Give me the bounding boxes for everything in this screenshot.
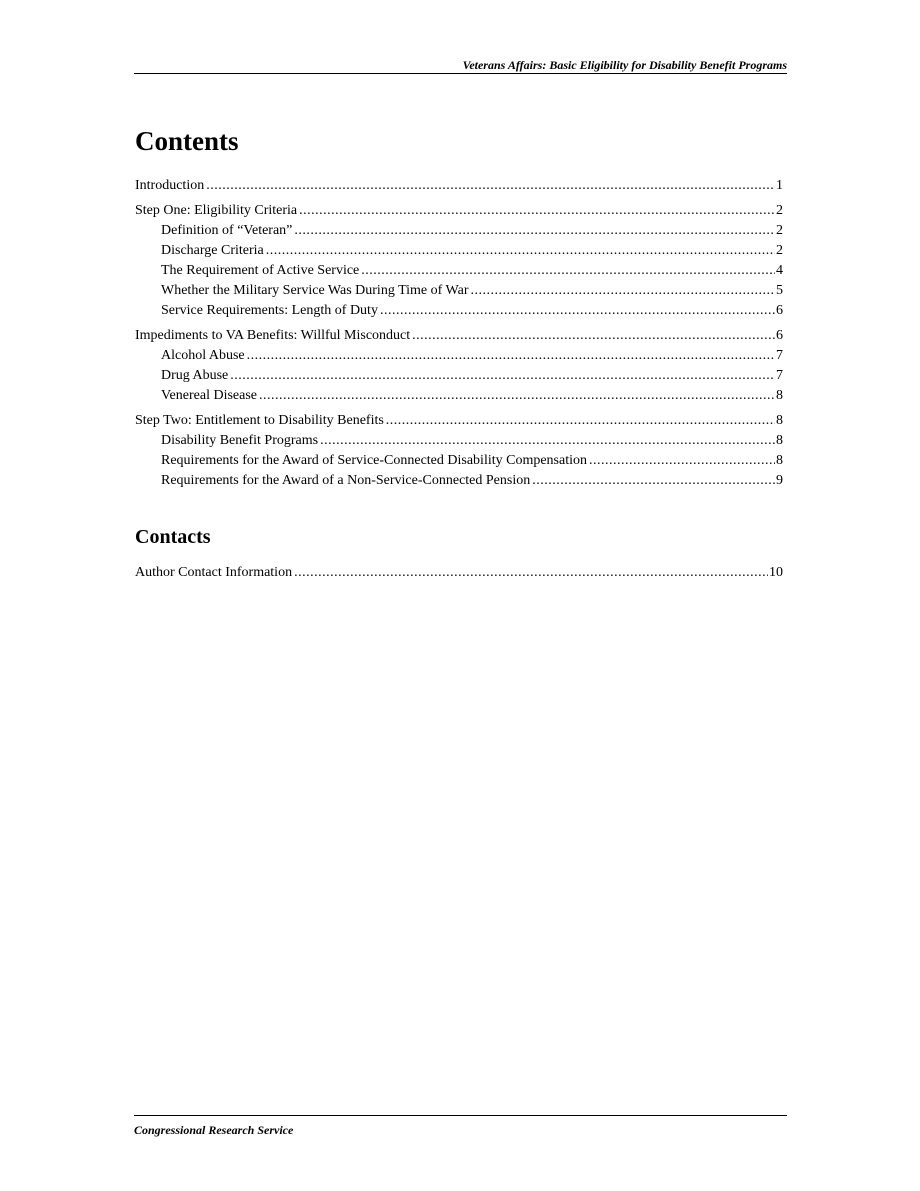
- toc-entry-page-number: 8: [776, 388, 783, 403]
- running-header: [134, 56, 787, 74]
- toc-dot-leader: [247, 346, 775, 366]
- toc-dot-leader: [361, 261, 775, 281]
- running-header-title: Veterans Affairs: Basic Eligibility for Disability Benefit Programs: [462, 58, 787, 72]
- toc-entry-page-number: 8: [776, 453, 783, 468]
- toc-entry-label: Introduction: [135, 178, 205, 193]
- toc-entry-page-number: 8: [776, 433, 783, 448]
- toc-entry-label: Author Contact Information: [135, 565, 293, 580]
- toc-entry-page-number: 9: [776, 473, 783, 488]
- toc-entry-page-number: 7: [776, 368, 783, 383]
- toc-entry-page-number: 2: [776, 243, 783, 258]
- toc-entry-page-number: 4: [776, 263, 783, 278]
- contacts-list: [135, 563, 783, 583]
- toc-entry-label: The Requirement of Active Service: [161, 263, 360, 278]
- toc-dot-leader: [230, 366, 775, 386]
- toc-entry-label: Discharge Criteria: [161, 243, 264, 258]
- footer-organization: Congressional Research Service: [134, 1123, 294, 1137]
- toc-entry[interactable]: [135, 201, 783, 221]
- toc-entry[interactable]: [135, 451, 783, 471]
- toc-entry-page-number: 1: [776, 178, 783, 193]
- toc-entry[interactable]: [135, 411, 783, 431]
- toc-entry-page-number: 7: [776, 348, 783, 363]
- toc-entry-label: Requirements for the Award of a Non-Service-Connected Pension: [161, 473, 531, 488]
- toc-entry[interactable]: [135, 326, 783, 346]
- toc-dot-leader: [380, 301, 775, 321]
- toc-entry-label: Step Two: Entitlement to Disability Benefits: [135, 413, 384, 428]
- toc-entry-label: Drug Abuse: [161, 368, 229, 383]
- toc-entry-label: Alcohol Abuse: [161, 348, 245, 363]
- toc-entry-label: Disability Benefit Programs: [161, 433, 319, 448]
- toc-entry-label: Requirements for the Award of Service-Connected Disability Compensation: [161, 453, 588, 468]
- toc-entry[interactable]: [135, 366, 783, 386]
- toc-dot-leader: [320, 431, 775, 451]
- toc-entry-page-number: 2: [776, 223, 783, 238]
- toc-entry-page-number: 2: [776, 203, 783, 218]
- page-footer: [134, 1115, 787, 1139]
- toc-dot-leader: [294, 563, 768, 583]
- toc-entry[interactable]: [135, 221, 783, 241]
- toc-entry-page-number: 5: [776, 283, 783, 298]
- toc-entry-label: Venereal Disease: [161, 388, 258, 403]
- toc-entry-page-number: 6: [776, 303, 783, 318]
- toc-dot-leader: [266, 241, 775, 261]
- toc-dot-leader: [386, 411, 775, 431]
- toc-entry-label: Whether the Military Service Was During Time of War: [161, 283, 469, 298]
- table-of-contents: [135, 176, 783, 491]
- toc-entry[interactable]: [135, 431, 783, 451]
- toc-entry-page-number: 10: [769, 565, 783, 580]
- toc-dot-leader: [294, 221, 775, 241]
- toc-entry-label: Service Requirements: Length of Duty: [161, 303, 378, 318]
- toc-dot-leader: [206, 176, 775, 196]
- toc-entry-page-number: 6: [776, 328, 783, 343]
- toc-entry[interactable]: [135, 346, 783, 366]
- toc-entry[interactable]: [135, 386, 783, 406]
- toc-entry[interactable]: [135, 176, 783, 196]
- contacts-heading: Contacts: [135, 526, 211, 548]
- toc-dot-leader: [259, 386, 775, 406]
- toc-entry-label: Impediments to VA Benefits: Willful Misconduct: [135, 328, 411, 343]
- contents-heading: Contents: [135, 126, 239, 156]
- toc-entry-page-number: 8: [776, 413, 783, 428]
- toc-dot-leader: [589, 451, 775, 471]
- toc-entry[interactable]: [135, 241, 783, 261]
- toc-entry-label: Step One: Eligibility Criteria: [135, 203, 298, 218]
- toc-entry-label: Definition of “Veteran”: [161, 223, 293, 238]
- toc-dot-leader: [299, 201, 775, 221]
- toc-entry[interactable]: [135, 281, 783, 301]
- toc-entry[interactable]: [135, 563, 783, 583]
- toc-entry[interactable]: [135, 301, 783, 321]
- toc-dot-leader: [471, 281, 775, 301]
- toc-entry[interactable]: [135, 261, 783, 281]
- toc-dot-leader: [532, 471, 775, 491]
- toc-dot-leader: [412, 326, 775, 346]
- toc-entry[interactable]: [135, 471, 783, 491]
